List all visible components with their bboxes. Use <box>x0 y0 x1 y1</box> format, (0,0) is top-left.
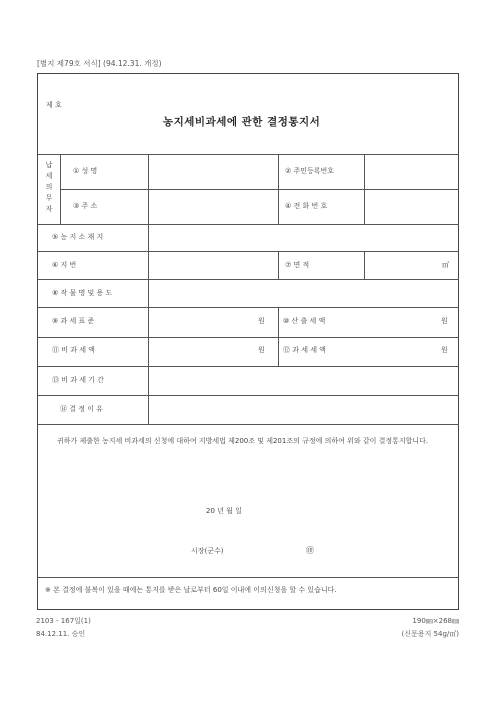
calculated-tax-unit: 원 <box>441 317 448 325</box>
divider <box>364 154 365 224</box>
taxpayer-label: 납세의무자 <box>45 161 53 213</box>
divider <box>38 577 459 578</box>
taxable-tax-label: ⑫ 과 세 세 액 <box>283 346 326 354</box>
exempt-tax-unit: 원 <box>258 346 265 354</box>
divider <box>148 154 149 424</box>
divider <box>38 279 459 280</box>
exempt-period-label: ⑬ 비 과 세 기 간 <box>52 376 104 384</box>
seal-mark: ㊞ <box>306 546 314 555</box>
signer-label: 시장(군수) <box>191 547 224 555</box>
decision-reason-label: ⑭ 결 정 이 유 <box>60 405 103 413</box>
divider <box>60 154 61 224</box>
area-unit: ㎡ <box>442 261 449 269</box>
divider <box>278 251 279 279</box>
phone-label: ④ 전 화 번 호 <box>285 202 328 210</box>
tax-standard-label: ⑨ 과 세 표 준 <box>52 317 95 325</box>
farmland-location-label: ⑤ 농 지 소 재 지 <box>52 233 104 241</box>
divider <box>38 307 459 308</box>
document-number-label: 제 호 <box>46 101 62 109</box>
resident-number-label: ② 주민등록번호 <box>285 167 335 175</box>
paper-size: 190㎜×268㎜ <box>412 617 459 625</box>
approval-date: 84.12.11. 승인 <box>36 630 86 638</box>
date-line: 20 년 월 일 <box>206 507 242 515</box>
name-label: ① 성 명 <box>73 167 98 175</box>
tax-standard-unit: 원 <box>258 317 265 325</box>
divider <box>38 366 459 367</box>
divider <box>38 154 459 155</box>
divider <box>278 154 279 224</box>
divider <box>278 307 279 366</box>
crop-use-label: ⑧ 작 물 명 및 용 도 <box>52 289 113 297</box>
lot-number-label: ⑥ 지 번 <box>52 261 77 269</box>
divider <box>38 337 459 338</box>
notice-text: 귀하가 제출한 농지세 비과세의 신청에 대하여 지방세법 제200조 및 제201조의 규정에 의하여 위와 같이 결정통지합니다. <box>57 437 429 445</box>
form-header: [별지 제79호 서식] (94.12.31. 개정) <box>37 59 162 68</box>
area-label: ⑦ 면 적 <box>285 261 310 269</box>
divider <box>38 395 459 396</box>
divider <box>38 224 459 225</box>
divider <box>60 189 459 190</box>
paper-type: (신문용지 54g/㎡) <box>401 630 459 638</box>
address-label: ③ 주 소 <box>73 202 98 210</box>
divider <box>38 424 459 425</box>
divider <box>38 251 459 252</box>
document-title: 농지세비과세에 관한 결정통지서 <box>163 116 321 128</box>
divider <box>364 251 365 279</box>
taxable-tax-unit: 원 <box>441 346 448 354</box>
form-code: 2103 - 167일(1) <box>36 617 91 625</box>
appeal-note: ※ 본 결정에 불복이 있을 때에는 통지를 받은 날로부터 60일 이내에 이의신청을 할 수 있습니다. <box>45 586 337 594</box>
calculated-tax-label: ⑩ 산 출 세 액 <box>283 317 326 325</box>
exempt-tax-label: ⑪ 비 과 세 액 <box>52 346 95 354</box>
